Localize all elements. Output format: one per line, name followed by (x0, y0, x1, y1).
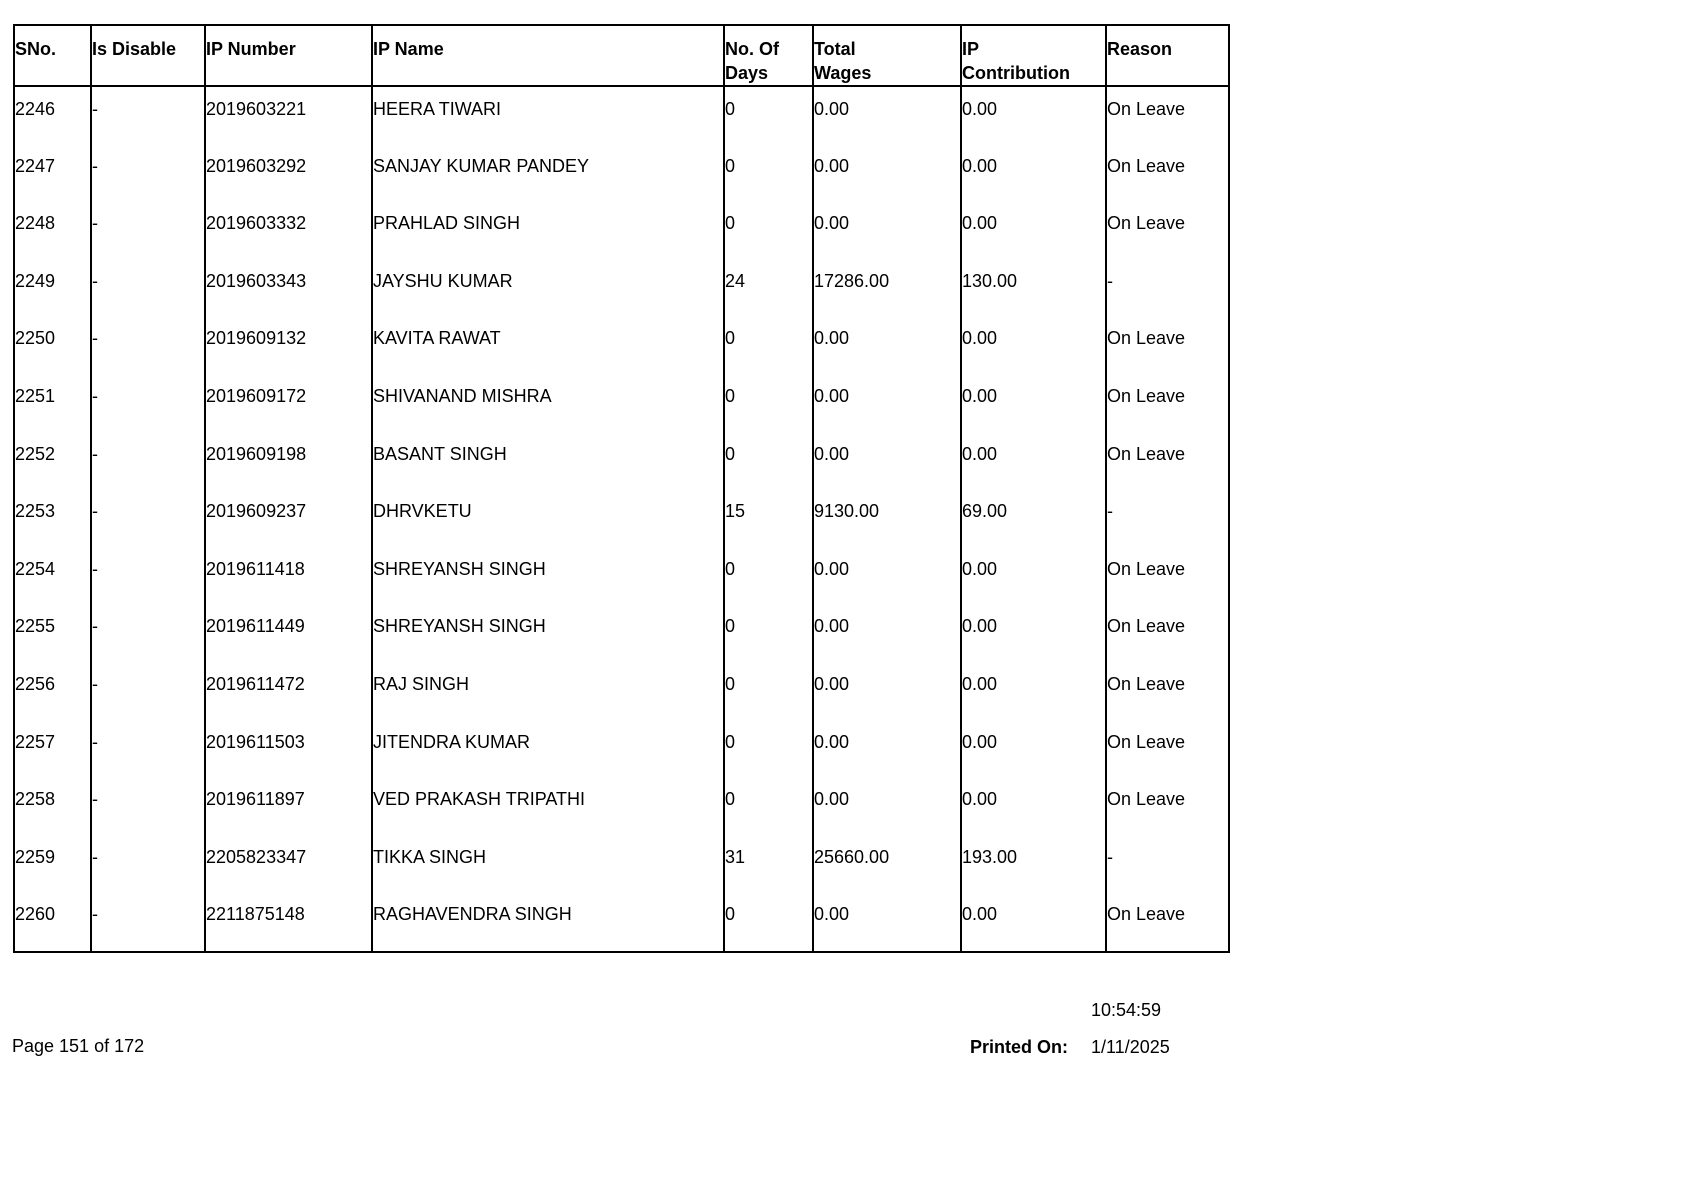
header-reason-label: Reason (1107, 39, 1173, 59)
cell-ip-number: 2019609132 (205, 316, 372, 374)
header-total-wages-line1: Total (814, 39, 856, 59)
cell-is-disable: - (91, 489, 205, 547)
cell-no-of-days: 0 (724, 201, 813, 259)
cell-ip-number: 2019611472 (205, 662, 372, 720)
table-row (14, 547, 1229, 605)
table-header (14, 25, 1229, 86)
cell-no-of-days: 0 (724, 662, 813, 720)
cell-reason: On Leave (1106, 144, 1229, 202)
table-row (14, 835, 1229, 893)
cell-ip-contribution: 0.00 (961, 144, 1106, 202)
cell-total-wages: 9130.00 (813, 489, 961, 547)
cell-ip-name: RAJ SINGH (372, 662, 724, 720)
cell-reason: - (1106, 259, 1229, 317)
cell-no-of-days: 0 (724, 374, 813, 432)
header-total-wages (813, 25, 961, 86)
cell-is-disable: - (91, 777, 205, 835)
table-row (14, 374, 1229, 432)
cell-ip-name: TIKKA SINGH (372, 835, 724, 893)
header-ip-name (372, 25, 724, 86)
cell-total-wages: 0.00 (813, 316, 961, 374)
printed-on-label: Printed On: (970, 1037, 1068, 1057)
cell-sno: 2249 (14, 259, 91, 317)
cell-ip-name: KAVITA RAWAT (372, 316, 724, 374)
header-is-disable-label: Is Disable (92, 39, 177, 59)
cell-ip-contribution: 0.00 (961, 604, 1106, 662)
cell-ip-number: 2019603343 (205, 259, 372, 317)
header-ip-contribution (961, 25, 1106, 86)
header-ip-contribution-line2: Contribution (962, 63, 1070, 83)
cell-total-wages: 0.00 (813, 201, 961, 259)
cell-ip-number: 2019603221 (205, 86, 372, 144)
cell-is-disable: - (91, 201, 205, 259)
header-total-wages-line2: Wages (814, 63, 872, 83)
cell-ip-contribution: 0.00 (961, 432, 1106, 490)
cell-ip-contribution: 69.00 (961, 489, 1106, 547)
cell-ip-number: 2019609237 (205, 489, 372, 547)
table-row (14, 604, 1229, 662)
header-row (14, 25, 1229, 86)
cell-ip-number: 2019609172 (205, 374, 372, 432)
table-row (14, 777, 1229, 835)
cell-reason: On Leave (1106, 777, 1229, 835)
cell-reason: On Leave (1106, 662, 1229, 720)
cell-reason: On Leave (1106, 547, 1229, 605)
cell-sno: 2256 (14, 662, 91, 720)
cell-ip-number: 2211875148 (205, 892, 372, 952)
header-ip-number-label: IP Number (206, 39, 296, 59)
table-body (14, 86, 1229, 952)
table-row (14, 144, 1229, 202)
cell-ip-number: 2019611418 (205, 547, 372, 605)
table-row (14, 432, 1229, 490)
cell-ip-name: DHRVKETU (372, 489, 724, 547)
cell-total-wages: 25660.00 (813, 835, 961, 893)
cell-ip-name: SHREYANSH SINGH (372, 547, 724, 605)
table-row (14, 892, 1229, 952)
cell-ip-contribution: 0.00 (961, 316, 1106, 374)
cell-ip-name: SHIVANAND MISHRA (372, 374, 724, 432)
cell-ip-contribution: 0.00 (961, 86, 1106, 144)
cell-reason: On Leave (1106, 374, 1229, 432)
cell-is-disable: - (91, 892, 205, 952)
page-number: Page 151 of 172 (12, 1036, 145, 1056)
cell-sno: 2255 (14, 604, 91, 662)
cell-ip-contribution: 0.00 (961, 662, 1106, 720)
cell-is-disable: - (91, 835, 205, 893)
cell-ip-number: 2019603292 (205, 144, 372, 202)
cell-reason: On Leave (1106, 316, 1229, 374)
cell-total-wages: 17286.00 (813, 259, 961, 317)
cell-no-of-days: 0 (724, 144, 813, 202)
cell-no-of-days: 0 (724, 432, 813, 490)
cell-ip-contribution: 0.00 (961, 547, 1106, 605)
cell-is-disable: - (91, 604, 205, 662)
cell-reason: On Leave (1106, 892, 1229, 952)
cell-is-disable: - (91, 547, 205, 605)
cell-no-of-days: 0 (724, 86, 813, 144)
table-row (14, 86, 1229, 144)
cell-ip-number: 2019603332 (205, 201, 372, 259)
cell-sno: 2251 (14, 374, 91, 432)
cell-reason: - (1106, 489, 1229, 547)
cell-reason: On Leave (1106, 720, 1229, 778)
cell-total-wages: 0.00 (813, 720, 961, 778)
cell-ip-number: 2019611897 (205, 777, 372, 835)
header-sno-label: SNo. (15, 39, 57, 59)
cell-reason: On Leave (1106, 201, 1229, 259)
header-ip-contribution-line1: IP (962, 39, 980, 59)
cell-ip-name: JAYSHU KUMAR (372, 259, 724, 317)
cell-is-disable: - (91, 432, 205, 490)
cell-total-wages: 0.00 (813, 144, 961, 202)
header-ip-number (205, 25, 372, 86)
cell-no-of-days: 0 (724, 316, 813, 374)
cell-ip-name: VED PRAKASH TRIPATHI (372, 777, 724, 835)
cell-ip-number: 2205823347 (205, 835, 372, 893)
cell-no-of-days: 0 (724, 892, 813, 952)
cell-ip-name: SANJAY KUMAR PANDEY (372, 144, 724, 202)
cell-no-of-days: 31 (724, 835, 813, 893)
table-row (14, 259, 1229, 317)
cell-is-disable: - (91, 720, 205, 778)
header-reason (1106, 25, 1229, 86)
cell-ip-contribution: 193.00 (961, 835, 1106, 893)
cell-sno: 2246 (14, 86, 91, 144)
cell-sno: 2257 (14, 720, 91, 778)
cell-ip-contribution: 0.00 (961, 201, 1106, 259)
cell-ip-contribution: 0.00 (961, 892, 1106, 952)
printed-date: 1/11/2025 (1091, 1037, 1170, 1057)
table-row (14, 720, 1229, 778)
table-row (14, 201, 1229, 259)
cell-ip-name: RAGHAVENDRA SINGH (372, 892, 724, 952)
cell-total-wages: 0.00 (813, 662, 961, 720)
cell-ip-contribution: 0.00 (961, 720, 1106, 778)
cell-is-disable: - (91, 144, 205, 202)
header-sno (14, 25, 91, 86)
cell-reason: On Leave (1106, 86, 1229, 144)
cell-total-wages: 0.00 (813, 547, 961, 605)
header-no-of-days-line2: Days (725, 63, 769, 83)
header-ip-name-label: IP Name (373, 39, 444, 59)
cell-ip-name: HEERA TIWARI (372, 86, 724, 144)
cell-ip-number: 2019611449 (205, 604, 372, 662)
cell-ip-name: PRAHLAD SINGH (372, 201, 724, 259)
cell-reason: On Leave (1106, 432, 1229, 490)
cell-is-disable: - (91, 316, 205, 374)
cell-total-wages: 0.00 (813, 86, 961, 144)
cell-sno: 2253 (14, 489, 91, 547)
cell-sno: 2247 (14, 144, 91, 202)
cell-total-wages: 0.00 (813, 432, 961, 490)
cell-sno: 2260 (14, 892, 91, 952)
cell-total-wages: 0.00 (813, 777, 961, 835)
cell-no-of-days: 0 (724, 777, 813, 835)
cell-ip-contribution: 0.00 (961, 777, 1106, 835)
cell-reason: - (1106, 835, 1229, 893)
cell-ip-name: SHREYANSH SINGH (372, 604, 724, 662)
cell-total-wages: 0.00 (813, 604, 961, 662)
cell-no-of-days: 24 (724, 259, 813, 317)
cell-ip-number: 2019611503 (205, 720, 372, 778)
cell-sno: 2254 (14, 547, 91, 605)
header-no-of-days-line1: No. Of (725, 39, 779, 59)
cell-ip-contribution: 130.00 (961, 259, 1106, 317)
cell-sno: 2259 (14, 835, 91, 893)
cell-ip-name: BASANT SINGH (372, 432, 724, 490)
cell-ip-name: JITENDRA KUMAR (372, 720, 724, 778)
cell-is-disable: - (91, 662, 205, 720)
cell-reason: On Leave (1106, 604, 1229, 662)
cell-sno: 2258 (14, 777, 91, 835)
cell-is-disable: - (91, 86, 205, 144)
cell-no-of-days: 0 (724, 604, 813, 662)
cell-total-wages: 0.00 (813, 374, 961, 432)
cell-is-disable: - (91, 374, 205, 432)
cell-no-of-days: 15 (724, 489, 813, 547)
table-row (14, 489, 1229, 547)
printed-time: 10:54:59 (1091, 1000, 1162, 1020)
cell-is-disable: - (91, 259, 205, 317)
cell-no-of-days: 0 (724, 547, 813, 605)
header-no-of-days (724, 25, 813, 86)
cell-sno: 2248 (14, 201, 91, 259)
table-row (14, 662, 1229, 720)
table-row (14, 316, 1229, 374)
cell-sno: 2250 (14, 316, 91, 374)
cell-ip-number: 2019609198 (205, 432, 372, 490)
cell-no-of-days: 0 (724, 720, 813, 778)
header-is-disable (91, 25, 205, 86)
cell-sno: 2252 (14, 432, 91, 490)
cell-total-wages: 0.00 (813, 892, 961, 952)
contribution-table (13, 24, 1230, 953)
cell-ip-contribution: 0.00 (961, 374, 1106, 432)
